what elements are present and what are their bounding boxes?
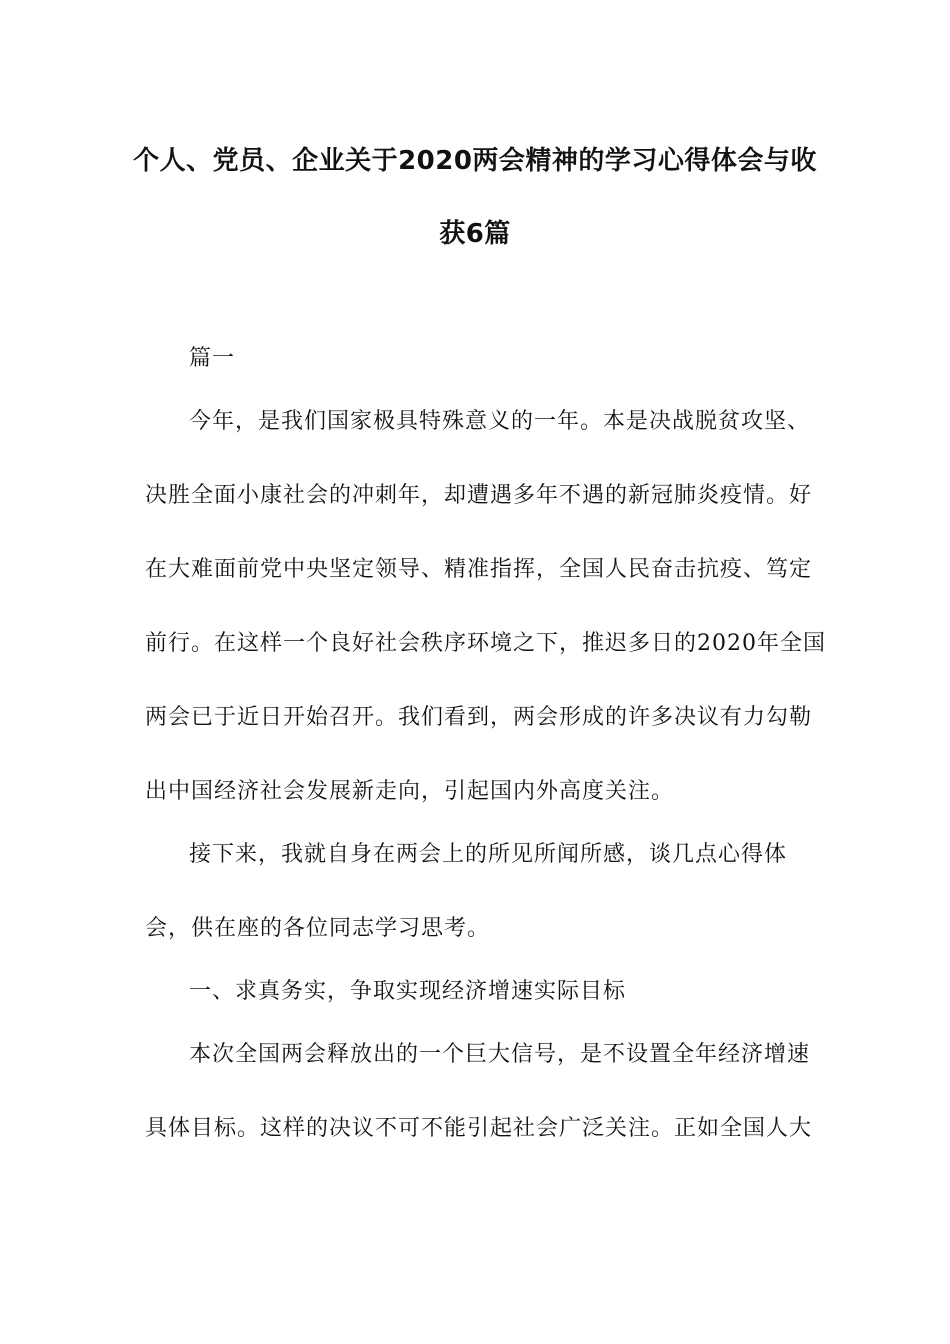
paragraph-line: 在大难面前党中央坚定领导、精准指挥，全国人民奋击抗疫、笃定 [145, 557, 813, 582]
document-title-line-2: 获6篇 [439, 219, 511, 249]
paragraph-line: 决胜全面小康社会的冲刺年，却遭遇多年不遇的新冠肺炎疫情。好 [145, 483, 813, 508]
paragraph-line: 两会已于近日开始召开。我们看到，两会形成的许多决议有力勾勒 [145, 705, 813, 730]
paragraph-line: 接下来，我就自身在两会上的所见所闻所感，谈几点心得体 [189, 842, 788, 867]
paragraph-line: 会，供在座的各位同志学习思考。 [145, 916, 491, 941]
paragraph-line: 前行。在这样一个良好社会秩序环境之下，推迟多日的2020年全国 [145, 631, 826, 656]
document-title-line-1: 个人、党员、企业关于2020两会精神的学习心得体会与收 [133, 146, 817, 176]
paragraph-line: 出中国经济社会发展新走向，引起国内外高度关注。 [145, 779, 675, 804]
paragraph-line: 具体目标。这样的决议不可不能引起社会广泛关注。正如全国人大 [145, 1116, 813, 1141]
paragraph-line: 今年，是我们国家极具特殊意义的一年。本是决战脱贫攻坚、 [189, 409, 811, 434]
paragraph-line: 本次全国两会释放出的一个巨大信号，是不设置全年经济增速 [189, 1042, 811, 1067]
subsection-heading: 一、求真务实，争取实现经济增速实际目标 [189, 979, 627, 1004]
section-heading: 篇一 [189, 346, 236, 371]
